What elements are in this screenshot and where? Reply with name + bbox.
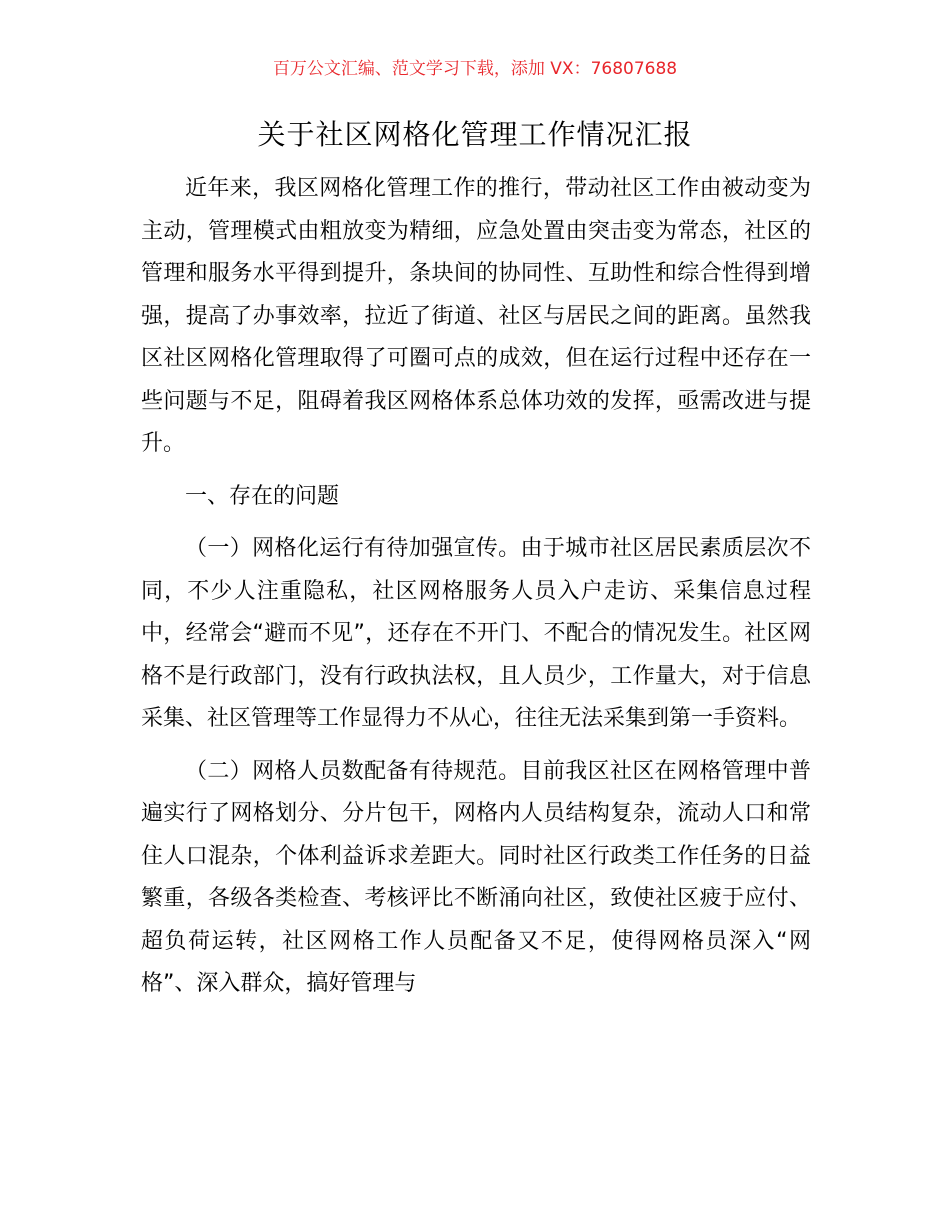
paragraph-problem-1: （一）网格化运行有待加强宣传。由于城市社区居民素质层次不同，不少人注重隐私，社区网格服务人员入户走访、采集信息过程中，经常会“避而不见”，还存在不开门、不配合的情况发生。社区网格不是行政部门，没有行政执法权，且人员少，工作量大，对于信息采集、社区管理等工作显得力不从心，往往无法采集到第一手资料。 [141, 536, 811, 731]
document-title: 关于社区网格化管理工作情况汇报 [257, 118, 693, 151]
section-heading-problems: 一、存在的问题 [185, 483, 340, 509]
document-body [141, 168, 811, 1006]
paragraph-intro: 近年来，我区网格化管理工作的推行，带动社区工作由被动变为主动，管理模式由粗放变为精细，应急处置由突击变为常态，社区的管理和服务水平得到提升，条块间的协同性、互助性和综合性得到增强，提高了办事效率，拉近了街道、社区与居民之间的距离。虽然我区社区网格化管理取得了可圈可点的成效，但在运行过程中还存在一些问题与不足，阻碍着我区网格体系总体功效的发挥，亟需改进与提升。 [141, 176, 811, 456]
watermark-banner: 百万公文汇编、范文学习下载，添加 VX：76807688 [272, 59, 678, 79]
paragraph-problem-2: （二）网格人员数配备有待规范。目前我区社区在网格管理中普遍实行了网格划分、分片包干，网格内人员结构复杂，流动人口和常住人口混杂，个体利益诉求差距大。同时社区行政类工作任务的日益繁重，各级各类检查、考核评比不断涌向社区，致使社区疲于应付、超负荷运转，社区网格工作人员配备又不足，使得网格员深入“网格”、深入群众，搞好管理与 [141, 758, 811, 996]
